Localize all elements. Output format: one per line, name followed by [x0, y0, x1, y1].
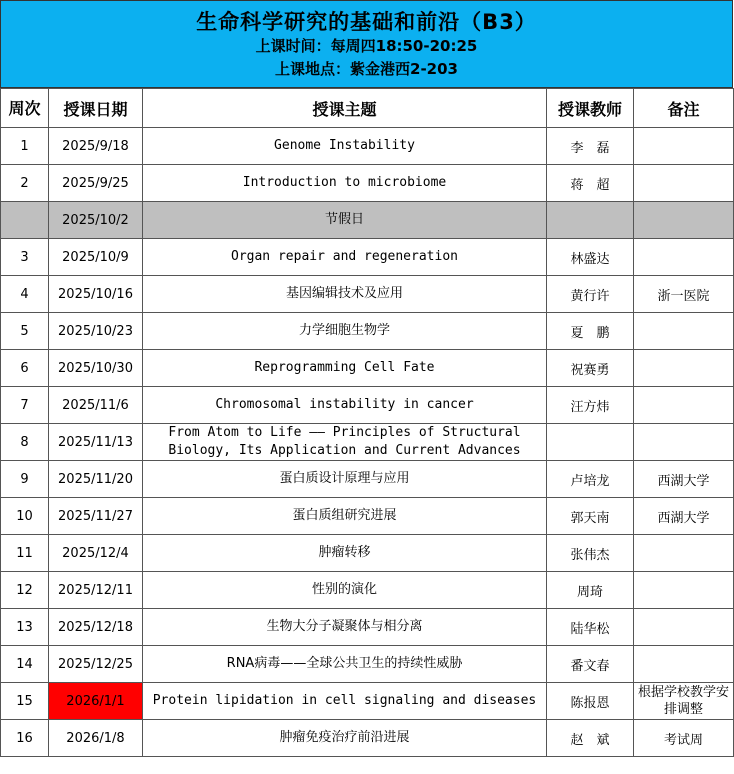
cell-date[interactable]: 2025/12/25: [49, 646, 143, 683]
cell-topic[interactable]: 性别的演化: [143, 572, 547, 609]
cell-topic[interactable]: From Atom to Life —— Principles of Structural Biology, Its Application and Current Advances: [143, 424, 547, 461]
cell-week[interactable]: 14: [1, 646, 49, 683]
cell-week[interactable]: 12: [1, 572, 49, 609]
cell-date[interactable]: 2025/12/4: [49, 535, 143, 572]
table-row: [1, 535, 734, 572]
cell-note[interactable]: [634, 128, 734, 165]
cell-teacher[interactable]: 张伟杰: [547, 535, 634, 572]
cell-note[interactable]: 根据学校教学安排调整: [634, 683, 734, 720]
cell-teacher[interactable]: 周琦: [547, 572, 634, 609]
table-row: [1, 572, 734, 609]
col-header-teacher[interactable]: 授课教师: [547, 89, 634, 128]
cell-note[interactable]: [634, 646, 734, 683]
table-row: [1, 202, 734, 239]
cell-topic[interactable]: 肿瘤转移: [143, 535, 547, 572]
cell-topic[interactable]: 节假日: [143, 202, 547, 239]
cell-week[interactable]: 3: [1, 239, 49, 276]
cell-topic[interactable]: 生物大分子凝聚体与相分离: [143, 609, 547, 646]
cell-week[interactable]: 9: [1, 461, 49, 498]
col-header-note[interactable]: 备注: [634, 89, 734, 128]
cell-date[interactable]: 2025/10/9: [49, 239, 143, 276]
cell-teacher[interactable]: 夏 鹏: [547, 313, 634, 350]
cell-date[interactable]: 2025/10/23: [49, 313, 143, 350]
cell-week[interactable]: 15: [1, 683, 49, 720]
table-row: [1, 350, 734, 387]
col-header-topic[interactable]: 授课主题: [143, 89, 547, 128]
cell-note[interactable]: 浙一医院: [634, 276, 734, 313]
cell-note[interactable]: [634, 424, 734, 461]
cell-topic[interactable]: 肿瘤免疫治疗前沿进展: [143, 720, 547, 757]
table-row: [1, 313, 734, 350]
table-row: [1, 461, 734, 498]
cell-note[interactable]: [634, 350, 734, 387]
cell-topic[interactable]: Organ repair and regeneration: [143, 239, 547, 276]
table-row: [1, 683, 734, 720]
cell-week[interactable]: 5: [1, 313, 49, 350]
cell-teacher[interactable]: 蒋 超: [547, 165, 634, 202]
cell-note[interactable]: 考试周: [634, 720, 734, 757]
cell-note[interactable]: [634, 535, 734, 572]
cell-teacher[interactable]: [547, 202, 634, 239]
cell-week[interactable]: [1, 202, 49, 239]
cell-topic[interactable]: Protein lipidation in cell signaling and diseases: [143, 683, 547, 720]
cell-teacher[interactable]: 汪方炜: [547, 387, 634, 424]
cell-week[interactable]: 4: [1, 276, 49, 313]
cell-teacher[interactable]: 陆华松: [547, 609, 634, 646]
cell-date[interactable]: 2025/10/2: [49, 202, 143, 239]
cell-date[interactable]: 2025/11/20: [49, 461, 143, 498]
cell-date[interactable]: 2026/1/8: [49, 720, 143, 757]
cell-teacher[interactable]: 番文春: [547, 646, 634, 683]
cell-topic[interactable]: 蛋白质组研究进展: [143, 498, 547, 535]
table-row: [1, 720, 734, 757]
cell-date[interactable]: 2025/10/30: [49, 350, 143, 387]
cell-topic[interactable]: Introduction to microbiome: [143, 165, 547, 202]
table-row: [1, 424, 734, 461]
cell-week[interactable]: 1: [1, 128, 49, 165]
cell-note[interactable]: 西湖大学: [634, 461, 734, 498]
cell-teacher[interactable]: 林盛达: [547, 239, 634, 276]
table-row: [1, 165, 734, 202]
cell-week[interactable]: 11: [1, 535, 49, 572]
cell-note[interactable]: [634, 572, 734, 609]
cell-date[interactable]: 2025/12/18: [49, 609, 143, 646]
cell-note[interactable]: 西湖大学: [634, 498, 734, 535]
class-time: 上课时间：每周四18:50-20:25: [255, 37, 478, 55]
sheet-header: [0, 0, 733, 88]
cell-date[interactable]: 2025/10/16: [49, 276, 143, 313]
cell-note[interactable]: [634, 239, 734, 276]
cell-note[interactable]: [634, 313, 734, 350]
cell-date[interactable]: 2025/11/13: [49, 424, 143, 461]
cell-note[interactable]: [634, 609, 734, 646]
cell-week[interactable]: 2: [1, 165, 49, 202]
table-row: [1, 646, 734, 683]
cell-topic[interactable]: Reprogramming Cell Fate: [143, 350, 547, 387]
cell-teacher[interactable]: 陈报恩: [547, 683, 634, 720]
header-row: [1, 89, 734, 128]
cell-topic[interactable]: 力学细胞生物学: [143, 313, 547, 350]
col-header-date[interactable]: 授课日期: [49, 89, 143, 128]
table-row: [1, 609, 734, 646]
cell-week[interactable]: 13: [1, 609, 49, 646]
col-header-week[interactable]: 周次: [1, 89, 49, 128]
table-row: [1, 128, 734, 165]
cell-teacher[interactable]: [547, 424, 634, 461]
cell-teacher[interactable]: 李 磊: [547, 128, 634, 165]
cell-week[interactable]: 7: [1, 387, 49, 424]
cell-teacher[interactable]: 郭天南: [547, 498, 634, 535]
cell-note[interactable]: [634, 387, 734, 424]
class-location: 上课地点：紫金港西2-203: [275, 60, 458, 78]
table-row: [1, 498, 734, 535]
cell-date[interactable]: 2025/9/25: [49, 165, 143, 202]
course-title: 生命科学研究的基础和前沿（B3）: [196, 10, 537, 34]
cell-week[interactable]: 16: [1, 720, 49, 757]
cell-teacher[interactable]: 卢培龙: [547, 461, 634, 498]
cell-teacher[interactable]: 祝赛勇: [547, 350, 634, 387]
cell-teacher[interactable]: 赵 斌: [547, 720, 634, 757]
cell-teacher[interactable]: 黄行许: [547, 276, 634, 313]
cell-week[interactable]: 6: [1, 350, 49, 387]
cell-topic[interactable]: Genome Instability: [143, 128, 547, 165]
cell-date[interactable]: 2025/12/11: [49, 572, 143, 609]
table-row: [1, 239, 734, 276]
table-row: [1, 276, 734, 313]
cell-date[interactable]: 2026/1/1: [49, 683, 143, 720]
cell-date[interactable]: 2025/9/18: [49, 128, 143, 165]
cell-topic[interactable]: 基因编辑技术及应用: [143, 276, 547, 313]
cell-topic[interactable]: 蛋白质设计原理与应用: [143, 461, 547, 498]
cell-note[interactable]: [634, 202, 734, 239]
cell-week[interactable]: 8: [1, 424, 49, 461]
cell-note[interactable]: [634, 165, 734, 202]
cell-date[interactable]: 2025/11/27: [49, 498, 143, 535]
schedule-table: [0, 88, 734, 757]
cell-date[interactable]: 2025/11/6: [49, 387, 143, 424]
table-row: [1, 387, 734, 424]
cell-topic[interactable]: RNA病毒——全球公共卫生的持续性威胁: [143, 646, 547, 683]
cell-topic[interactable]: Chromosomal instability in cancer: [143, 387, 547, 424]
cell-week[interactable]: 10: [1, 498, 49, 535]
